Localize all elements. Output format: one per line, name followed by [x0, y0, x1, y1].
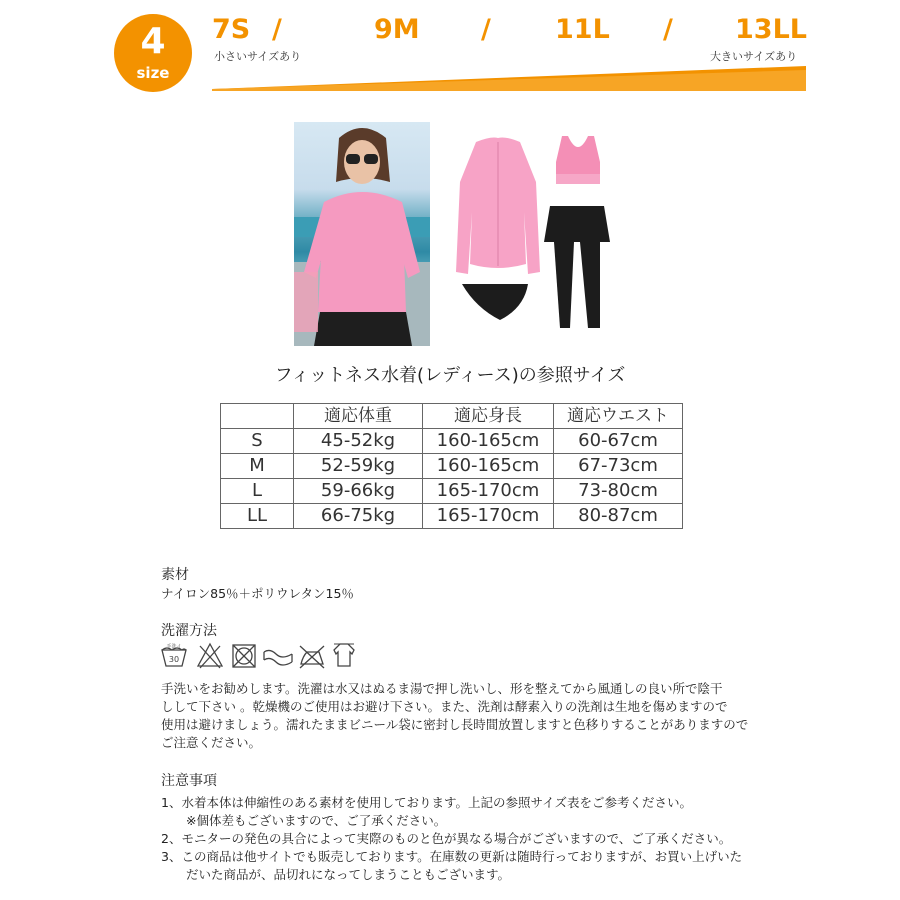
wash-text-line: ご注意ください。 [161, 735, 262, 750]
header-swoosh-line [212, 66, 806, 91]
size-list [212, 12, 807, 48]
table-row [221, 479, 683, 504]
table-cell: 160-165cm [423, 454, 554, 479]
table-cell: 165-170cm [423, 504, 554, 529]
notice-line: 3、この商品は他サイトでも販売しております。在庫数の更新は随時行っておりますが、お買い上げいた [161, 849, 743, 864]
no-iron-icon [298, 640, 326, 670]
size-label: 9M [374, 14, 420, 45]
svg-text:30: 30 [168, 655, 180, 664]
size-label: 13LL [735, 14, 807, 45]
table-cell: 66-75kg [294, 504, 423, 529]
no-bleach-icon [196, 640, 224, 670]
size-table [220, 403, 683, 529]
table-cell: M [221, 454, 294, 479]
table-cell: 59-66kg [294, 479, 423, 504]
hand-wash-30-icon [160, 640, 188, 670]
table-header-cell: 適応体重 [294, 404, 423, 429]
notice-line: 2、モニターの発色の具合によって実際のものと色が異なる場合がございますので、ご了承ください。 [161, 831, 732, 846]
table-cell: LL [221, 504, 294, 529]
table-cell: 160-165cm [423, 429, 554, 454]
material-text: ナイロン85％＋ポリウレタン15％ [161, 586, 354, 601]
table-header-row [221, 404, 683, 429]
table-cell: 52-59kg [294, 454, 423, 479]
notice-line: ※個体差もございますので、ご了承ください。 [161, 813, 447, 828]
table-row [221, 429, 683, 454]
notice-line: 1、水着本体は伸縮性のある素材を使用しております。上記の参照サイズ表をご参考ください。 [161, 795, 692, 810]
table-cell: 60-67cm [554, 429, 683, 454]
table-header-cell: 適応身長 [423, 404, 554, 429]
large-size-note: 大きいサイズあり [710, 50, 798, 63]
shade-dry-icon [330, 640, 358, 670]
small-size-note: 小さいサイズあり [214, 50, 302, 63]
size-separator: / [663, 14, 673, 45]
wash-heading: 洗濯方法 [161, 623, 217, 639]
size-label: 7S [212, 14, 251, 45]
table-row [221, 454, 683, 479]
table-cell: S [221, 429, 294, 454]
badge-unit: size [136, 64, 170, 82]
material-heading: 素材 [161, 567, 189, 583]
size-table-title: フィットネス水着(レディース)の参照サイズ [274, 365, 626, 386]
table-cell: L [221, 479, 294, 504]
swimsuit-set-items [436, 122, 616, 346]
table-cell: 45-52kg [294, 429, 423, 454]
wash-icon-row [160, 640, 360, 672]
notice-list [161, 794, 742, 884]
no-tumble-dry-icon [230, 640, 258, 670]
wring-gently-icon [262, 640, 294, 670]
wash-text-line: 使用は避けましょう。濡れたままビニール袋に密封し長時間放置しますと色移りすることがありますので [161, 717, 749, 732]
wash-text-line: 手洗いをお勧めします。洗濯は水又はぬるま湯で押し洗いし、形を整えてから風通しの良い所で陰干 [161, 681, 723, 696]
table-row [221, 504, 683, 529]
size-separator: / [481, 14, 491, 45]
wash-text-line: しして下さい 。乾燥機のご使用はお避け下さい。また、洗剤は酵素入りの洗剤は生地を傷めますので [161, 699, 728, 714]
size-label: 11L [555, 14, 610, 45]
size-separator: / [272, 14, 282, 45]
table-cell: 67-73cm [554, 454, 683, 479]
table-header-cell [221, 404, 294, 429]
table-cell: 73-80cm [554, 479, 683, 504]
table-header-cell: 適応ウエスト [554, 404, 683, 429]
size-count-badge [114, 14, 192, 92]
svg-text:手洗イ: 手洗イ [166, 644, 182, 650]
table-cell: 80-87cm [554, 504, 683, 529]
notice-heading: 注意事項 [161, 773, 217, 789]
table-cell: 165-170cm [423, 479, 554, 504]
model-photo [294, 122, 430, 346]
badge-number: 4 [140, 21, 166, 62]
notice-line: だいた商品が、品切れになってしまうこともございます。 [161, 867, 511, 882]
